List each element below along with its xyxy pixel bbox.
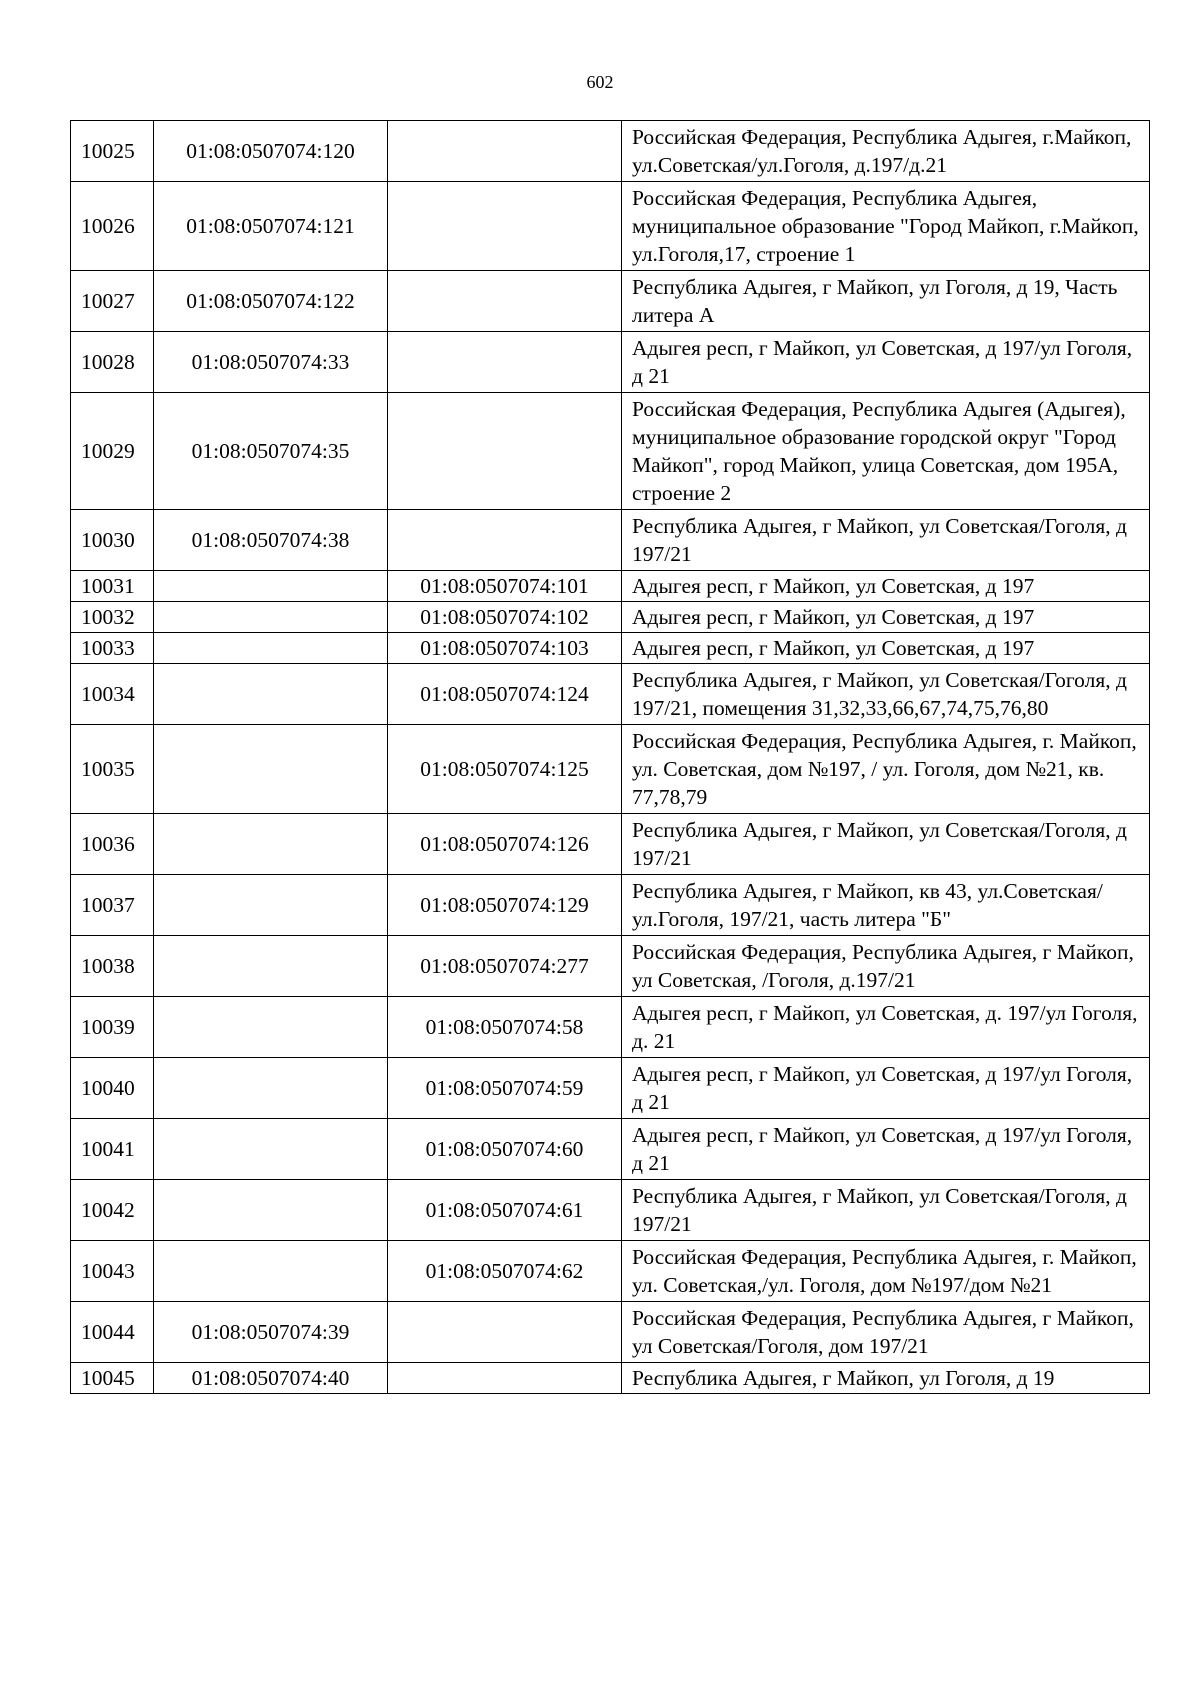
table-row xyxy=(71,510,1150,571)
object-cadastral-number xyxy=(388,271,622,332)
address: Российская Федерация, Республика Адыгея, г.Майкоп, ул.Советская/ул.Гоголя, д.197/д.21 xyxy=(622,121,1150,182)
cadastral-number: 01:08:0507074:121 xyxy=(154,182,388,271)
table-row xyxy=(71,1058,1150,1119)
address: Адыгея респ, г Майкоп, ул Советская, д 197/ул Гоголя, д 21 xyxy=(622,332,1150,393)
object-cadastral-number: 01:08:0507074:102 xyxy=(388,602,622,633)
address: Республика Адыгея, г Майкоп, ул Советская/Гоголя, д 197/21 xyxy=(622,510,1150,571)
page-number: 602 xyxy=(586,72,614,92)
address: Адыгея респ, г Майкоп, ул Советская, д 197 xyxy=(622,602,1150,633)
row-number: 10037 xyxy=(71,875,154,936)
table-row xyxy=(71,1180,1150,1241)
row-number: 10029 xyxy=(71,393,154,510)
object-cadastral-number: 01:08:0507074:61 xyxy=(388,1180,622,1241)
object-cadastral-number xyxy=(388,182,622,271)
registry-table xyxy=(70,120,1150,1394)
object-cadastral-number: 01:08:0507074:58 xyxy=(388,997,622,1058)
cadastral-number xyxy=(154,875,388,936)
address: Адыгея респ, г Майкоп, ул Советская, д 197/ул Гоголя, д 21 xyxy=(622,1058,1150,1119)
row-number: 10043 xyxy=(71,1241,154,1302)
table-row xyxy=(71,814,1150,875)
registry-body xyxy=(71,121,1150,1394)
row-number: 10028 xyxy=(71,332,154,393)
cadastral-number xyxy=(154,633,388,664)
object-cadastral-number: 01:08:0507074:277 xyxy=(388,936,622,997)
table-row xyxy=(71,271,1150,332)
cadastral-number xyxy=(154,571,388,602)
row-number: 10038 xyxy=(71,936,154,997)
object-cadastral-number: 01:08:0507074:129 xyxy=(388,875,622,936)
address: Российская Федерация, Республика Адыгея, г. Майкоп, ул. Советская, дом №197, / ул. Гоголя, дом №21, кв. 77,78,79 xyxy=(622,725,1150,814)
row-number: 10036 xyxy=(71,814,154,875)
object-cadastral-number xyxy=(388,121,622,182)
row-number: 10044 xyxy=(71,1302,154,1363)
cadastral-number: 01:08:0507074:120 xyxy=(154,121,388,182)
cadastral-number xyxy=(154,1180,388,1241)
table-row xyxy=(71,664,1150,725)
row-number: 10034 xyxy=(71,664,154,725)
object-cadastral-number xyxy=(388,1302,622,1363)
table-row xyxy=(71,875,1150,936)
table-row xyxy=(71,571,1150,602)
cadastral-number xyxy=(154,936,388,997)
row-number: 10042 xyxy=(71,1180,154,1241)
cadastral-number xyxy=(154,1241,388,1302)
object-cadastral-number xyxy=(388,332,622,393)
cadastral-number: 01:08:0507074:122 xyxy=(154,271,388,332)
object-cadastral-number: 01:08:0507074:60 xyxy=(388,1119,622,1180)
object-cadastral-number: 01:08:0507074:103 xyxy=(388,633,622,664)
table-row xyxy=(71,182,1150,271)
table-row xyxy=(71,725,1150,814)
object-cadastral-number: 01:08:0507074:59 xyxy=(388,1058,622,1119)
row-number: 10026 xyxy=(71,182,154,271)
table-row xyxy=(71,936,1150,997)
row-number: 10032 xyxy=(71,602,154,633)
row-number: 10031 xyxy=(71,571,154,602)
address: Республика Адыгея, г Майкоп, ул Советская/Гоголя, д 197/21 xyxy=(622,1180,1150,1241)
table-row xyxy=(71,1119,1150,1180)
address: Республика Адыгея, г Майкоп, ул Гоголя, д 19 xyxy=(622,1363,1150,1394)
cadastral-number: 01:08:0507074:33 xyxy=(154,332,388,393)
row-number: 10039 xyxy=(71,997,154,1058)
table-row xyxy=(71,1363,1150,1394)
address: Адыгея респ, г Майкоп, ул Советская, д 197 xyxy=(622,633,1150,664)
table-row xyxy=(71,602,1150,633)
object-cadastral-number xyxy=(388,393,622,510)
cadastral-number xyxy=(154,1058,388,1119)
object-cadastral-number: 01:08:0507074:124 xyxy=(388,664,622,725)
table-row xyxy=(71,1302,1150,1363)
cadastral-number xyxy=(154,664,388,725)
table-row xyxy=(71,393,1150,510)
address: Российская Федерация, Республика Адыгея, г Майкоп, ул Советская, /Гоголя, д.197/21 xyxy=(622,936,1150,997)
address: Адыгея респ, г Майкоп, ул Советская, д. 197/ул Гоголя, д. 21 xyxy=(622,997,1150,1058)
address: Российская Федерация, Республика Адыгея, г. Майкоп, ул. Советская,/ул. Гоголя, дом №197/дом №21 xyxy=(622,1241,1150,1302)
object-cadastral-number: 01:08:0507074:125 xyxy=(388,725,622,814)
address: Российская Федерация, Республика Адыгея, муниципальное образование "Город Майкоп, г.Майкоп, ул.Гоголя,17, строение 1 xyxy=(622,182,1150,271)
address: Республика Адыгея, г Майкоп, кв 43, ул.Советская/ул.Гоголя, 197/21, часть литера "Б" xyxy=(622,875,1150,936)
cadastral-number xyxy=(154,997,388,1058)
address: Республика Адыгея, г Майкоп, ул Советская/Гоголя, д 197/21, помещения 31,32,33,66,67,74,75,76,80 xyxy=(622,664,1150,725)
table-row xyxy=(71,1241,1150,1302)
row-number: 10027 xyxy=(71,271,154,332)
address: Республика Адыгея, г Майкоп, ул Гоголя, д 19, Часть литера А xyxy=(622,271,1150,332)
row-number: 10045 xyxy=(71,1363,154,1394)
address: Российская Федерация, Республика Адыгея, г Майкоп, ул Советская/Гоголя, дом 197/21 xyxy=(622,1302,1150,1363)
row-number: 10040 xyxy=(71,1058,154,1119)
object-cadastral-number xyxy=(388,510,622,571)
object-cadastral-number: 01:08:0507074:126 xyxy=(388,814,622,875)
cadastral-number xyxy=(154,1119,388,1180)
table-row xyxy=(71,332,1150,393)
table-row xyxy=(71,633,1150,664)
table-row xyxy=(71,121,1150,182)
object-cadastral-number xyxy=(388,1363,622,1394)
cadastral-number: 01:08:0507074:39 xyxy=(154,1302,388,1363)
row-number: 10025 xyxy=(71,121,154,182)
address: Республика Адыгея, г Майкоп, ул Советская/Гоголя, д 197/21 xyxy=(622,814,1150,875)
row-number: 10041 xyxy=(71,1119,154,1180)
row-number: 10035 xyxy=(71,725,154,814)
row-number: 10030 xyxy=(71,510,154,571)
object-cadastral-number: 01:08:0507074:101 xyxy=(388,571,622,602)
table-row xyxy=(71,997,1150,1058)
address: Адыгея респ, г Майкоп, ул Советская, д 197 xyxy=(622,571,1150,602)
cadastral-number xyxy=(154,602,388,633)
cadastral-number: 01:08:0507074:40 xyxy=(154,1363,388,1394)
row-number: 10033 xyxy=(71,633,154,664)
object-cadastral-number: 01:08:0507074:62 xyxy=(388,1241,622,1302)
cadastral-number xyxy=(154,814,388,875)
address: Адыгея респ, г Майкоп, ул Советская, д 197/ул Гоголя, д 21 xyxy=(622,1119,1150,1180)
cadastral-number: 01:08:0507074:38 xyxy=(154,510,388,571)
cadastral-number xyxy=(154,725,388,814)
address: Российская Федерация, Республика Адыгея (Адыгея), муниципальное образование городской округ "Город Майкоп", город Майкоп, улица Советская, дом 195А, строение 2 xyxy=(622,393,1150,510)
cadastral-number: 01:08:0507074:35 xyxy=(154,393,388,510)
